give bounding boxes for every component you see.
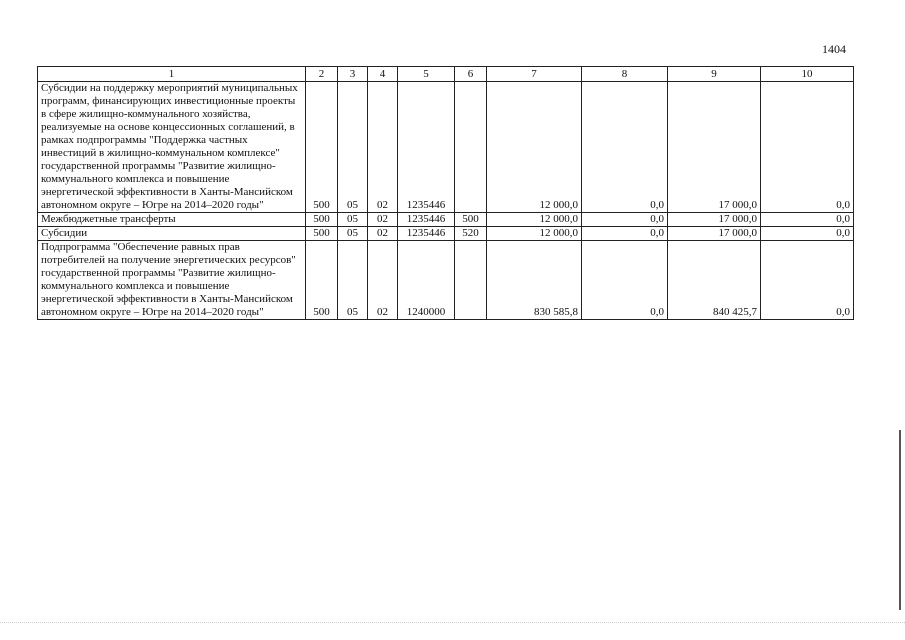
- scan-noise-line: [0, 622, 905, 624]
- row-name: Субсидии: [38, 227, 306, 241]
- cell-col8: 0,0: [582, 241, 668, 320]
- cell-col5: 1240000: [398, 241, 455, 320]
- cell-col10: 0,0: [761, 241, 854, 320]
- row-name: Межбюджетные трансферты: [38, 213, 306, 227]
- column-header: 9: [668, 67, 761, 82]
- row-name: Субсидии на поддержку мероприятий муниципальных программ, финансирующих инвестиционные проекты в сфере жилищно-коммунального хозяйства, реализуемые на основе концессионных соглашений, в рамках подпрограммы "Поддержка частных инвестиций в жилищно-коммунальном комплексе" государственной программы "Развитие жилищно-коммунального комплекса и повышение энергетической эффективности в Ханты-Мансийском автономном округе – Югре на 2014–2020 годы": [38, 82, 306, 213]
- table-row: [38, 241, 854, 320]
- page-number: 1404: [822, 42, 846, 56]
- budget-table: [37, 66, 854, 320]
- column-header: 1: [38, 67, 306, 82]
- column-header: 2: [306, 67, 338, 82]
- scan-margin-line: [899, 430, 901, 610]
- cell-col9: 840 425,7: [668, 241, 761, 320]
- cell-col3: 05: [338, 213, 368, 227]
- column-header: 7: [487, 67, 582, 82]
- cell-col2: 500: [306, 82, 338, 213]
- column-header: 10: [761, 67, 854, 82]
- cell-col4: 02: [368, 213, 398, 227]
- table-row: [38, 213, 854, 227]
- cell-col5: 1235446: [398, 213, 455, 227]
- cell-col10: 0,0: [761, 213, 854, 227]
- column-number-row: [38, 67, 854, 82]
- cell-col4: 02: [368, 227, 398, 241]
- cell-col3: 05: [338, 82, 368, 213]
- cell-col6: 500: [455, 213, 487, 227]
- table-row: [38, 82, 854, 213]
- cell-col2: 500: [306, 213, 338, 227]
- cell-col3: 05: [338, 227, 368, 241]
- cell-col9: 17 000,0: [668, 213, 761, 227]
- cell-col2: 500: [306, 241, 338, 320]
- table-row: [38, 227, 854, 241]
- row-name: Подпрограмма "Обеспечение равных прав потребителей на получение энергетических ресурсов" государственной программы "Развитие жилищно-коммунального комплекса и повышение энергетической эффективности в Ханты-Мансийском автономном округе – Югре на 2014–2020 годы": [38, 241, 306, 320]
- cell-col4: 02: [368, 241, 398, 320]
- cell-col10: 0,0: [761, 82, 854, 213]
- cell-col10: 0,0: [761, 227, 854, 241]
- cell-col9: 17 000,0: [668, 227, 761, 241]
- column-header: 6: [455, 67, 487, 82]
- cell-col7: 830 585,8: [487, 241, 582, 320]
- cell-col8: 0,0: [582, 213, 668, 227]
- cell-col5: 1235446: [398, 82, 455, 213]
- cell-col7: 12 000,0: [487, 213, 582, 227]
- column-header: 5: [398, 67, 455, 82]
- cell-col6: [455, 241, 487, 320]
- cell-col9: 17 000,0: [668, 82, 761, 213]
- cell-col7: 12 000,0: [487, 227, 582, 241]
- cell-col3: 05: [338, 241, 368, 320]
- cell-col4: 02: [368, 82, 398, 213]
- cell-col7: 12 000,0: [487, 82, 582, 213]
- cell-col5: 1235446: [398, 227, 455, 241]
- cell-col6: 520: [455, 227, 487, 241]
- column-header: 8: [582, 67, 668, 82]
- column-header: 4: [368, 67, 398, 82]
- cell-col6: [455, 82, 487, 213]
- cell-col8: 0,0: [582, 227, 668, 241]
- cell-col8: 0,0: [582, 82, 668, 213]
- column-header: 3: [338, 67, 368, 82]
- cell-col2: 500: [306, 227, 338, 241]
